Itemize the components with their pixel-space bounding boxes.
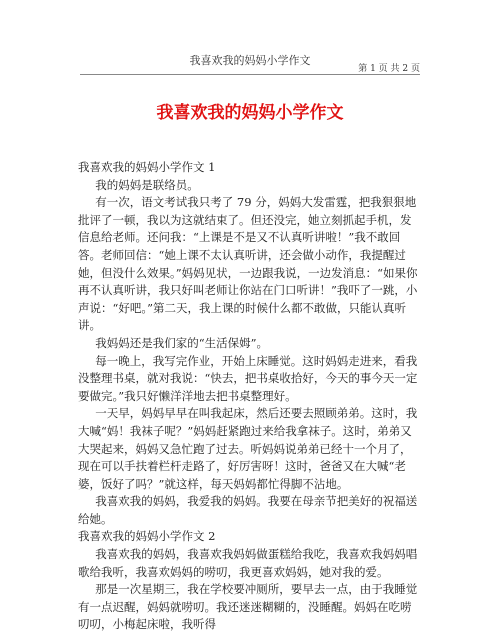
paragraph: 我喜欢我的妈妈，我爱我的妈妈。我要在母亲节把美好的祝福送给她。 bbox=[78, 494, 418, 526]
header-title: 我喜欢我的妈妈小学作文 bbox=[189, 54, 311, 67]
document-body bbox=[78, 159, 422, 634]
paragraph: 那是一次星期三，我在学校要冲厕所，要早去一点，由于我睡觉有一点迟醒，妈妈就唠叨。我还迷迷糊糊的，没睡醒。妈妈在吃唠叨叨，小梅起床啦，我听得 bbox=[78, 582, 418, 632]
paragraph: 一天早，妈妈早早在叫我起床，然后还要去照顾弟弟。这时，我大喊“妈！我袜子呢？”妈妈赶紧跑过来给我拿袜子。这时，弟弟又大哭起来，妈妈又急忙跑了过去。听妈妈说弟弟已经十一个月了，现在可以手扶着栏杆走路了，好厉害呀！这时，爸爸又在大喊“老婆，饭好了吗？”就这样，每天妈妈都忙得脚不沾地。 bbox=[78, 406, 418, 491]
section-heading-2: 我喜欢我的妈妈小学作文 2 bbox=[78, 529, 216, 544]
paragraph: 我妈妈还是我们家的“生活保姆”。 bbox=[95, 335, 269, 350]
header-page-info: 第 1 页 共 2 页 bbox=[358, 64, 420, 74]
document-title: 我喜欢我的妈妈小学作文 bbox=[156, 103, 344, 123]
paragraph: 有一次，语文考试我只考了 79 分，妈妈大发雷霆，把我狠狠地批评了一顿，我以为这就结束了。但还没完，她立刻抓起手机，发信息给老师。还问我：“上课是不是又不认真听讲啦！”我不敢回答。老师回信：“她上课不太认真听讲，还会做小动作，我提醒过她，但没什么效果。”妈妈见状，一边跟我说，一边发消息：“如果你再不认真听讲，我只好叫老师让你站在门口听讲！”我吓了一跳，小声说：“好吧。”第二天，我上课的时候什么都不敢做，只能认真听讲。 bbox=[78, 195, 418, 333]
header-divider bbox=[80, 74, 420, 75]
paragraph: 我的妈妈是联络员。 bbox=[95, 177, 199, 192]
paragraph: 每一晚上，我写完作业，开始上床睡觉。这时妈妈走进来，看我没整理书桌，就对我说：“快去，把书桌收拾好，今天的事今天一定要做完。”我只好懒洋洋地去把书桌整理好。 bbox=[78, 353, 418, 403]
section-heading-1: 我喜欢我的妈妈小学作文 1 bbox=[78, 160, 216, 174]
paragraph: 我喜欢我的妈妈，我喜欢我妈妈做蛋糕给我吃，我喜欢我妈妈唱歌给我听，我喜欢妈妈的唠叨，我更喜欢妈妈，她对我的爱。 bbox=[78, 547, 418, 579]
